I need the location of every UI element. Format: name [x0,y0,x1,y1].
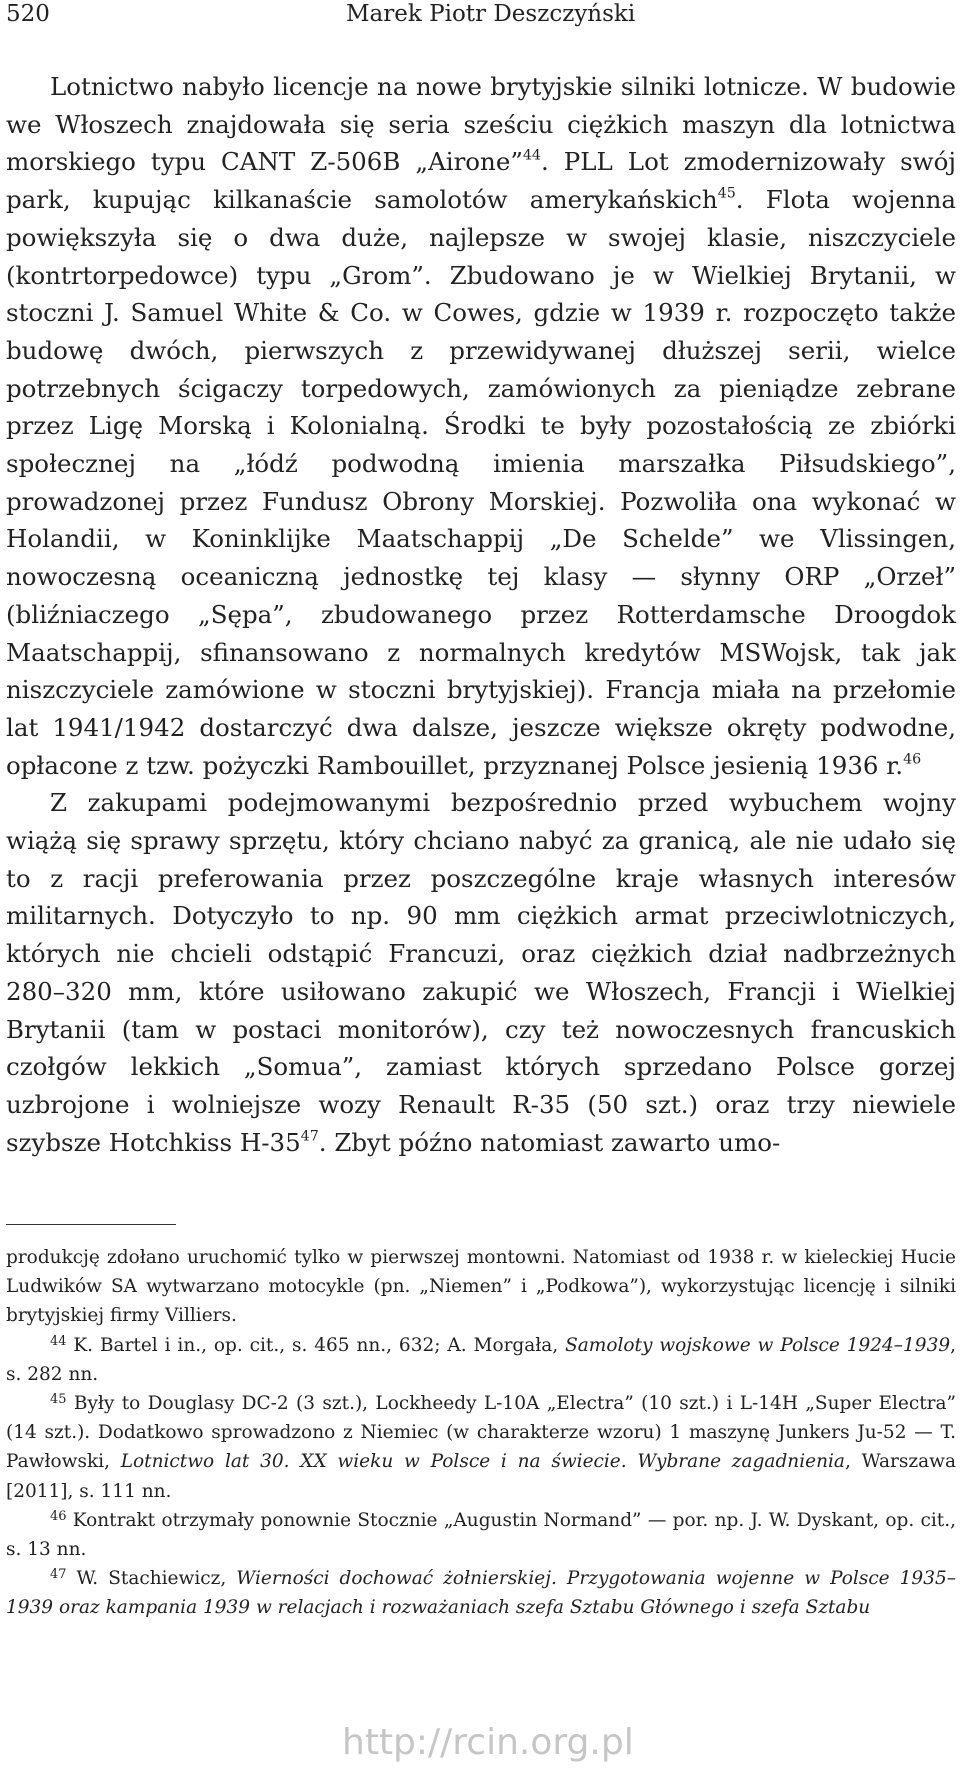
footnote-47 [6,1564,956,1622]
text-run: . Flota wojenna powiększyła się o dwa duże, najlepsze w swojej klasie, niszczyciele (kontrtorpedowce) typu „Grom”. Zbudowano je w Wielkiej Brytanii, w stoczni J. Samuel White & Co. w Cowes, gdzie w 1939 r. rozpoczęto także budowę dwóch, pierwszych z przewidywanej dłuższej serii, wielce potrzebnych ścigaczy torpedowych, zamówionych za pieniądze zebrane przez Ligę Morską i Kolonialną. Środki te były pozostałością ze zbiórki społecznej na „łódź podwodną imienia marszałka Piłsudskiego”, prowadzonej przez Fundusz Obrony Morskiej. Pozwoliła ona wykonać w Holandii, w Koninklijke Maatschappij „De Schelde” we Vlissingen, nowoczesną oceaniczną jednostkę tej klasy — słynny ORP „Orzeł” (bliźniaczego „Sępa”, zbudowanego przez Rotterdamsche Droogdok Maatschappij, sfinansowano z normalnych kredytów MSWojsk, tak jak niszczyciele zamówione w stoczni brytyjskiej). Francja miała na przełomie lat 1941/1942 dostarczyć dwa dalsze, jeszcze większe okręty podwodne, opłacone z tzw. pożyczki Rambouillet, przyznanej Polsce jesienią 1936 r. [6,185,956,780]
footnote-number: 46 [50,1509,67,1525]
footnote-text: W. Stachiewicz, [66,1568,237,1590]
text-run: . Zbyt późno natomiast zawarto umo- [318,1127,781,1157]
main-text [6,68,956,1161]
footnote-number: 47 [50,1567,67,1583]
footnote-text: Były to Douglasy DC-2 (3 szt.), Lockheedy L-10A „Electra” (10 szt.) i L-14H „Super Electra” (14 szt.). Dodatkowo sprowadzono z Niemiec (w charakterze wzoru) 1 maszynę Junkers Ju-52 — T. Pawłowski, [6,1393,956,1473]
source-watermark: http://rcin.org.pl [342,1722,634,1763]
footnote-ref: 46 [903,751,922,767]
footnote-text: , s. 282 nn. [6,1334,956,1385]
footnote-text: Kontrakt otrzymały ponownie Stocznie „Augustin Normand” — por. np. J. W. Dyskant, op. cit., s. 13 nn. [6,1509,956,1561]
page-number: 520 [6,1,50,27]
footnote-continuation: produkcję zdołano uruchomić tylko w pierwszej montowni. Natomiast od 1938 r. w kieleckiej Hucie Ludwików SA wytwarzano motocykle (pn. „Niemen” i „Podkowa”), wykorzystując licencję i silniki brytyjskiej firmy Villiers. [6,1247,956,1327]
footnote-title: Wierności dochować żołnierskiej. Przygotowania wojenne w Polsce 1935–1939 oraz kampania 1939 w relacjach i rozważaniach szefa Sztabu Głównego i szefa Sztabu [6,1568,956,1619]
footnote-ref: 45 [717,185,736,202]
page-header [6,0,954,34]
footnote-number: 44 [50,1333,67,1349]
footnote-title: Samoloty wojskowe w Polsce 1924–1939 [565,1334,951,1356]
footnote-46 [6,1506,956,1564]
paragraph [6,784,956,1161]
footnote-separator [6,1224,176,1225]
footnote-44 [6,1331,956,1389]
footnotes [6,1243,956,1623]
text-run: . PLL Lot zmodernizowały swój park, kupując kilkanaście samolotów amerykańskich [6,147,956,215]
footnote-text: K. Bartel i in., op. cit., s. 465 nn., 632; A. Morgała, [66,1334,566,1356]
running-head: Marek Piotr Deszczyński [346,1,636,27]
footnote-title: Lotnictwo lat 30. XX wieku w Polsce i na świecie. Wybrane zagadnienia [120,1451,845,1473]
footnote-ref: 44 [522,147,541,164]
footnote-ref: 47 [300,1128,319,1145]
text-run: Z zakupami podejmowanymi bezpośrednio przed wybuchem wojny wiążą się sprawy sprzętu, który chciano nabyć za granicą, ale nie udało się to z racji preferowania przez poszczególne kraje własnych interesów militarnych. Dotyczyło to np. 90 mm ciężkich armat przeciwlotniczych, których nie chcieli odstąpić Francuzi, oraz ciężkich dział nadbrzeżnych 280–320 mm, które usiłowano zakupić we Włoszech, Francji i Wielkiej Brytanii (tam w postaci monitorów), czy też nowoczesnych francuskich czołgów lekkich „Somua”, zamiast których sprzedano Polsce gorzej uzbrojone i wolniejsze wozy Renault R-35 (50 szt.) oraz trzy niewiele szybsze Hotchkiss H-35 [6,788,956,1157]
footnote-number: 45 [50,1392,67,1408]
paragraph [6,68,956,784]
footnote-text: , Warszawa [2011], s. 111 nn. [6,1451,957,1502]
text-run: Lotnictwo nabyło licencje na nowe brytyjskie silniki lotnicze. W budowie we Włoszech znajdowała się seria sześciu ciężkich maszyn dla lotnictwa morskiego typu CANT Z-506B „Airone” [6,72,956,177]
footnote-45 [6,1389,956,1506]
